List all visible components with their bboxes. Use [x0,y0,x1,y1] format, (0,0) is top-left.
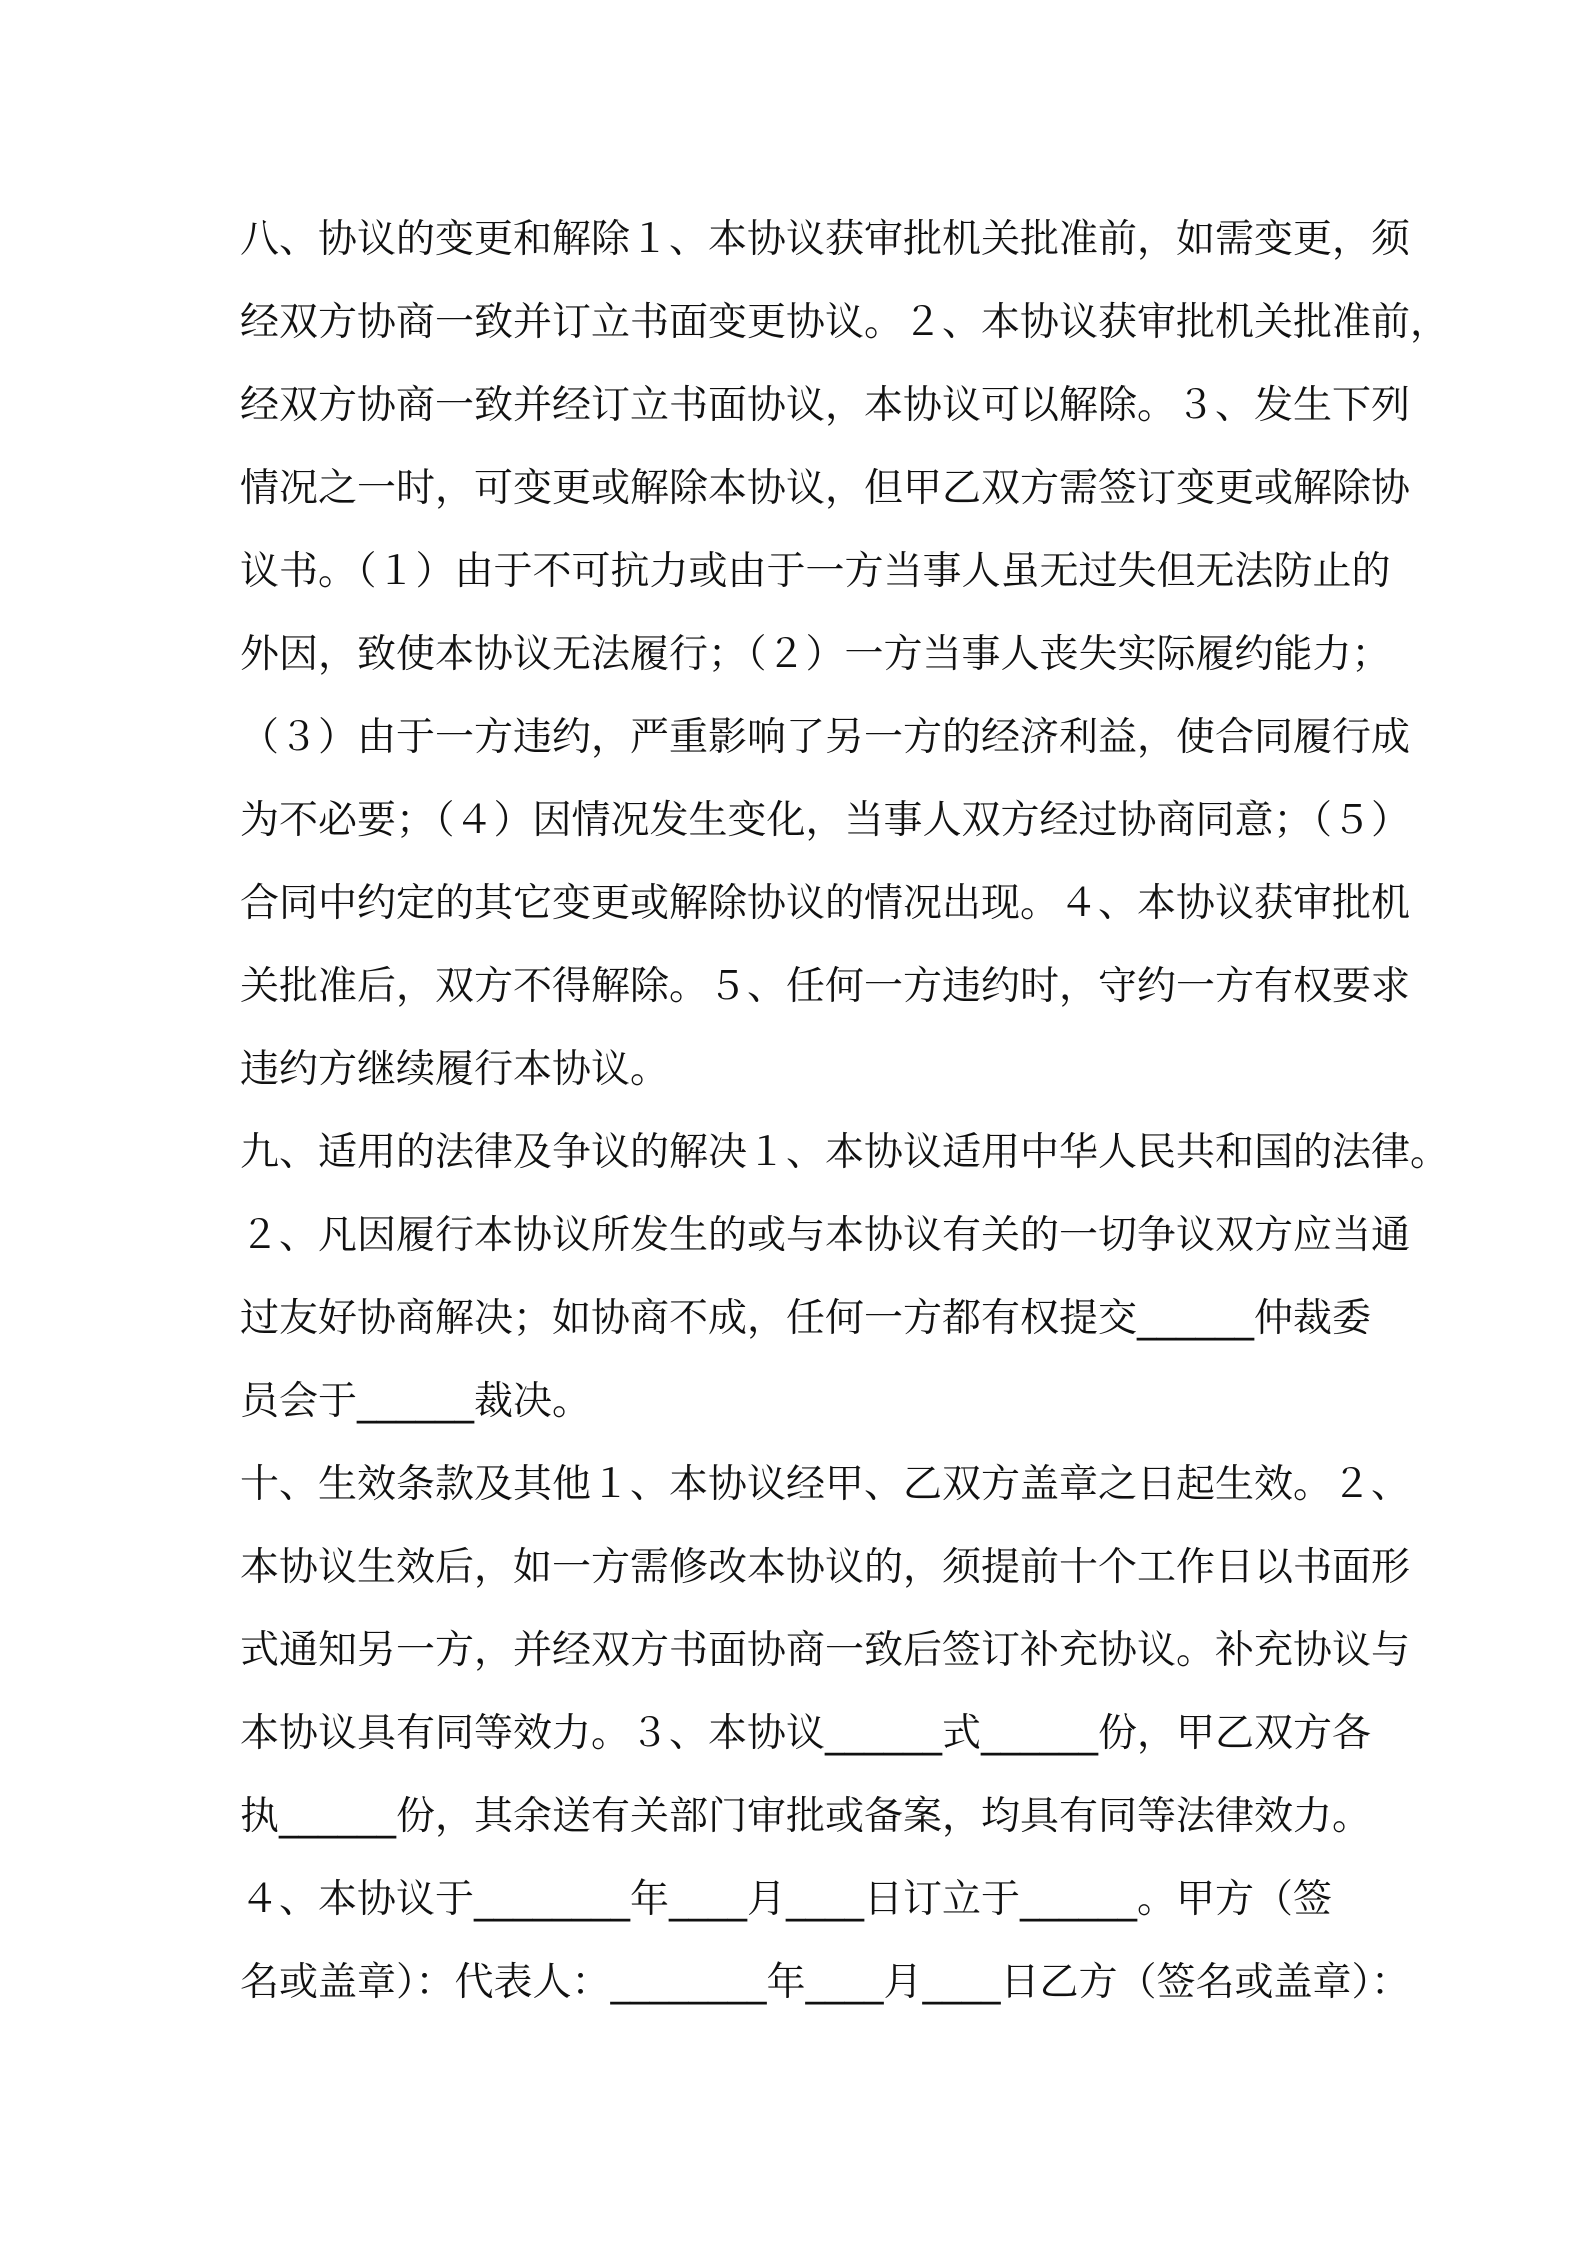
text-line: 过友好协商解决；如协商不成，任何一方都有权提交______仲裁委 [240,1296,1372,1341]
document-body [240,198,1450,2024]
text-line: 违约方继续履行本协议。 [240,1047,670,1092]
text-line: 员会于______裁决。 [240,1379,592,1424]
text-line: 本协议生效后，如一方需修改本协议的，须提前十个工作日以书面形 [240,1545,1411,1590]
section-9-paragraph [240,1111,1450,1443]
section-10-paragraph [240,1443,1411,2024]
text-line: 名或盖章）：代表人：________年____月____日乙方（签名或盖章）： [240,1960,1411,2005]
text-line: 经双方协商一致并经订立书面协议，本协议可以解除。３、发生下列 [240,383,1411,428]
text-line: 外因，致使本协议无法履行；（２）一方当事人丧失实际履约能力； [240,632,1391,677]
text-line: 本协议具有同等效力。３、本协议______式______份，甲乙双方各 [240,1711,1372,1756]
text-line: 合同中约定的其它变更或解除协议的情况出现。４、本协议获审批机 [240,881,1411,926]
text-line: （３）由于一方违约，严重影响了另一方的经济利益，使合同履行成 [240,715,1411,760]
text-line: 九、适用的法律及争议的解决１、本协议适用中华人民共和国的法律。 [240,1130,1450,1175]
text-line: ４、本协议于________年____月____日订立于______。甲方（签 [240,1877,1333,1922]
text-line: ２、凡因履行本协议所发生的或与本协议有关的一切争议双方应当通 [240,1213,1411,1258]
text-line: 八、协议的变更和解除１、本协议获审批机关批准前，如需变更，须 [240,217,1411,262]
text-line: 情况之一时，可变更或解除本协议，但甲乙双方需签订变更或解除协 [240,466,1411,511]
text-line: 为不必要；（４）因情况发生变化，当事人双方经过协商同意；（５） [240,798,1411,843]
text-line: 执______份，其余送有关部门审批或备案，均具有同等法律效力。 [240,1794,1372,1839]
text-line: 经双方协商一致并订立书面变更协议。２、本协议获审批机关批准前， [240,300,1450,345]
text-line: 十、生效条款及其他１、本协议经甲、乙双方盖章之日起生效。２、 [240,1462,1411,1507]
text-line: 式通知另一方，并经双方书面协商一致后签订补充协议。补充协议与 [240,1628,1411,1673]
text-line: 议书。（１）由于不可抗力或由于一方当事人虽无过失但无法防止的 [240,549,1391,594]
text-line: 关批准后，双方不得解除。５、任何一方违约时，守约一方有权要求 [240,964,1411,1009]
section-8-paragraph [240,198,1450,1111]
